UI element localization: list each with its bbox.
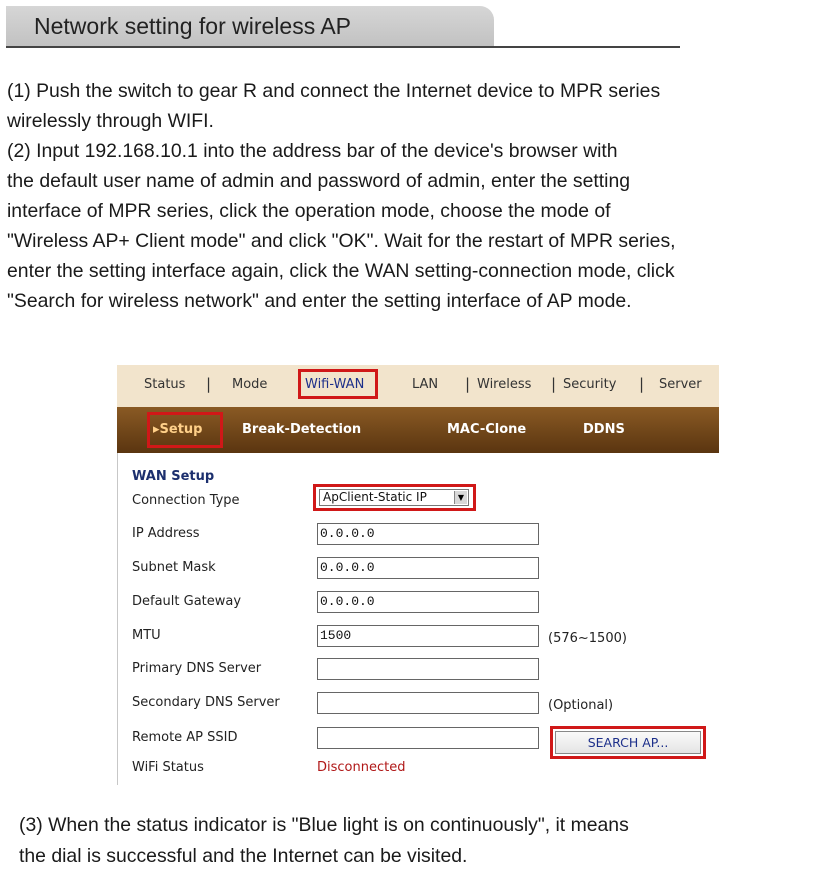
tab-separator: |	[297, 375, 303, 393]
setup-highlight	[147, 412, 223, 448]
instruction-line: interface of MPR series, click the operation mode, choose the mode of	[7, 200, 611, 222]
mtu-hint: (576~1500)	[548, 631, 627, 646]
default-gateway-label: Default Gateway	[132, 594, 242, 609]
header-divider	[6, 46, 680, 48]
primary-dns-input[interactable]	[317, 658, 539, 680]
connection-type-label: Connection Type	[132, 493, 240, 508]
instruction-line: the default user name of admin and password of admin, enter the setting	[7, 170, 631, 192]
router-settings-screenshot	[117, 365, 719, 785]
wifi-status-label: WiFi Status	[132, 760, 204, 775]
tab-wifi-wan[interactable]: Wifi-WAN	[305, 377, 365, 392]
primary-dns-label: Primary DNS Server	[132, 661, 262, 676]
instructions	[7, 76, 829, 316]
chevron-down-icon: ▼	[454, 491, 467, 504]
search-ap-button[interactable]: SEARCH AP...	[555, 731, 701, 754]
tab-separator: |	[465, 375, 471, 393]
tab-wireless[interactable]: Wireless	[477, 377, 532, 392]
wifi-status-value: Disconnected	[317, 760, 406, 775]
wan-setup-panel	[117, 453, 720, 785]
ip-address-label: IP Address	[132, 526, 200, 541]
tab-security[interactable]: Security	[563, 377, 617, 392]
instruction-line: enter the setting interface again, click the WAN setting-connection mode, click	[7, 260, 675, 282]
secondary-dns-input[interactable]	[317, 692, 539, 714]
instruction-line: the dial is successful and the Internet can be visited.	[19, 845, 468, 867]
instruction-line: "Search for wireless network" and enter the setting interface of AP mode.	[7, 290, 632, 312]
default-gateway-input[interactable]: 0.0.0.0	[317, 591, 539, 613]
remote-ap-ssid-label: Remote AP SSID	[132, 730, 238, 745]
subnet-mask-label: Subnet Mask	[132, 560, 216, 575]
secondary-dns-hint: (Optional)	[548, 698, 614, 713]
connection-type-value: ApClient-Static IP	[323, 490, 427, 504]
subtab-setup-label: Setup	[159, 422, 203, 437]
sub-tab-bar	[117, 407, 719, 453]
instruction-line: (3) When the status indicator is "Blue light is on continuously", it means	[19, 814, 629, 836]
subtab-ddns[interactable]: DDNS	[583, 422, 625, 437]
subtab-break-detection[interactable]: Break-Detection	[242, 422, 362, 437]
search-ap-highlight	[550, 726, 706, 759]
remote-ap-ssid-input[interactable]	[317, 727, 539, 749]
mtu-label: MTU	[132, 628, 161, 643]
ip-address-input[interactable]: 0.0.0.0	[317, 523, 539, 545]
instruction-line: (2) Input 192.168.10.1 into the address bar of the device's browser with	[7, 140, 618, 162]
arrow-right-icon: ▸	[153, 422, 160, 437]
form-title: WAN Setup	[132, 469, 215, 484]
tab-separator: |	[639, 375, 645, 393]
section-header	[6, 6, 494, 46]
main-tab-bar	[117, 365, 719, 407]
wifi-wan-highlight	[298, 369, 378, 399]
tab-status[interactable]: Status	[144, 377, 186, 392]
subnet-mask-input[interactable]: 0.0.0.0	[317, 557, 539, 579]
subtab-mac-clone[interactable]: MAC-Clone	[447, 422, 527, 437]
connection-type-select[interactable]	[319, 489, 469, 506]
secondary-dns-label: Secondary DNS Server	[132, 695, 280, 710]
step-3-text	[19, 810, 819, 872]
section-title: Network setting for wireless AP	[34, 13, 352, 39]
tab-server[interactable]: Server	[659, 377, 702, 392]
tab-separator: |	[551, 375, 557, 393]
tab-mode[interactable]: Mode	[232, 377, 268, 392]
tab-lan[interactable]: LAN	[412, 377, 439, 392]
connection-type-highlight	[313, 484, 476, 511]
mtu-input[interactable]: 1500	[317, 625, 539, 647]
instruction-line: wirelessly through WIFI.	[7, 110, 214, 132]
tab-separator: |	[206, 375, 212, 393]
instruction-line: (1) Push the switch to gear R and connect the Internet device to MPR series	[7, 80, 661, 102]
instruction-line: "Wireless AP+ Client mode" and click "OK". Wait for the restart of MPR series,	[7, 230, 676, 252]
